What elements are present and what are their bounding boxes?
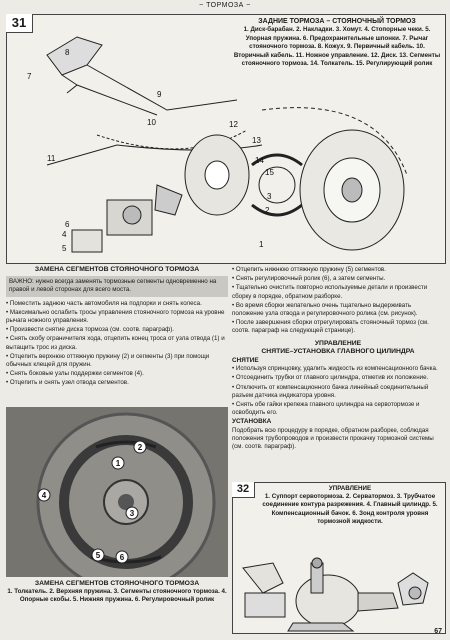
left-item-7: • Отцепить и снять узел отвода сегментов. [6, 379, 129, 387]
parking-brake-photo [6, 407, 228, 577]
callout-10: 10 [147, 118, 156, 127]
photo-caption: 1. Толкатель. 2. Верхняя пружина. 3. Сегменты стояночного тормоза. 4. Опорные скобы. 5. Нижняя пружина. 6. Регулировочный ролик [7, 588, 227, 604]
figure-31-caption: 1. Диск-барабан. 2. Накладки. 3. Хомут. 4. Стопорные чеки. 5. Упорная пружина. 6. Предохранительные шпонки. 7. Рычаг стояночного тормоза. 8. Кожух. 9. Первичный кабель. 10. Вторичный кабель. 11. Ножное управление. 12. Диск. 13. Сегменты стояночного тормоза. 14. Толкатель. 15. Регулирующий ролик [233, 26, 441, 68]
removal-label: СНЯТИЕ [232, 357, 259, 365]
callout-4: 4 [62, 230, 67, 239]
photo-label-5: 5 [95, 551, 101, 560]
page-header: ~ ТОРМОЗА ~ [199, 2, 251, 9]
photo-label-2: 2 [137, 443, 143, 452]
right-item-1: • Отцепить нижнюю оттяжную пружину (5) сегментов. [232, 266, 386, 273]
callout-2: 2 [265, 206, 270, 215]
figure-31-caption-block [232, 18, 442, 68]
parking-brake-photo-drawing [6, 407, 228, 577]
left-item-1: • Поместить заднюю часть автомобиля на подпорки и снять колеса. [6, 299, 202, 307]
install-text: Подобрать всю процедуру в порядке, обратном разборке, соблюдая положения трубопроводов и произвести прокачку тормозной системы (см. соотв. параграф). [232, 426, 434, 451]
right-item-4: • Во время сборки желательно очень тщательно выдерживать положение узла отвода и регулировочного ролика (см. рисунок). [232, 301, 418, 318]
callout-13: 13 [252, 136, 261, 145]
callout-14: 14 [255, 156, 264, 165]
photo-title: ЗАМЕНА СЕГМЕНТОВ СТОЯНОЧНОГО ТОРМОЗА [34, 580, 200, 587]
left-item-3: • Произвести снятие диска тормоза (см. соотв. параграф). [6, 326, 175, 334]
photo-label-3: 3 [129, 509, 135, 518]
figure-32-number: 32 [232, 482, 255, 498]
photo-caption-block [6, 580, 228, 605]
right-item-2: • Снять регулировочный ролик (6), а затем сегменты. [232, 275, 386, 283]
left-item-4: • Снять скобу ограничителя хода, отцепить конец троса от узла отвода (1) и вытащить трос из диска. [6, 335, 225, 351]
removal-item-1: • Используя спринцовку, удалить жидкость из компенсационного бачка. [232, 365, 438, 373]
photo-label-4: 4 [41, 491, 47, 500]
callout-12: 12 [229, 120, 238, 129]
page-number: 67 [434, 628, 442, 635]
left-item-5: • Отцепить верхнюю оттяжную пружину (2) и сегменты (3) при помощи обычных клещей для пружин. [6, 352, 210, 369]
callout-7: 7 [27, 72, 32, 81]
callout-1: 1 [259, 240, 264, 249]
callout-8: 8 [65, 48, 70, 57]
figure-32-caption: 1. Суппорт сервотормоза. 2. Серватормоз. 3. Трубчатое соединение контура разрежения. 4. Главный цилиндр. 5. Компенсационный бачок. 6. Зонд контроля уровня тормозной жидкости. [262, 493, 438, 525]
figure-31-title: ЗАДНИЕ ТОРМОЗА – СТОЯНОЧНЫЙ ТОРМОЗ [258, 18, 416, 25]
left-column [6, 266, 228, 389]
figure-32-caption-block [257, 485, 443, 526]
callout-9: 9 [157, 90, 162, 99]
figure-31-number: 31 [6, 14, 33, 33]
install-label: УСТАНОВКА [232, 418, 272, 426]
left-item-6: • Снять боковые узлы поддержки сегментов (4). [6, 370, 144, 378]
callout-5: 5 [62, 244, 67, 253]
right-item-3: • Тщательно очистить повторно используемые детали и произвести сборку в порядке, обратном разборке. [232, 284, 428, 300]
removal-item-2: • Отсоединить трубки от главного цилиндра, отметив их положение. [232, 374, 429, 382]
removal-item-4: • Снять обе гайки крепежа главного цилиндра на сервотормозе и освободить его. [232, 401, 420, 417]
right-column [232, 266, 444, 452]
callout-15: 15 [265, 168, 274, 177]
important-note: ВАЖНО: нужно всегда заменять тормозные сегменты одновременно на правой и левой сторонах для всего моста. [6, 276, 228, 296]
removal-item-3: • Отключить от компенсационного бачка линейный соединительный разъем датчика индикатора уровня. [232, 383, 429, 399]
photo-label-6: 6 [119, 553, 125, 562]
control-section-title: УПРАВЛЕНИЕ [314, 339, 362, 347]
figure-32-frame [232, 482, 446, 634]
figure-32-title: УПРАВЛЕНИЕ [328, 485, 372, 492]
right-item-5: • После завершения сборки отрегулировать стояночный тормоз (см. соотв. параграф на следующей странице). [232, 319, 429, 335]
left-item-2: • Максимально ослабить тросы управления стояночного тормоза на уровне рычага ножного управления. [6, 308, 225, 325]
callout-6: 6 [65, 220, 70, 229]
left-section-title: ЗАМЕНА СЕГМЕНТОВ СТОЯНОЧНОГО ТОРМОЗА [34, 266, 200, 273]
callout-3: 3 [267, 192, 272, 201]
master-cylinder-subtitle: СНЯТИЕ–УСТАНОВКА ГЛАВНОГО ЦИЛИНДРА [261, 347, 415, 355]
photo-label-1: 1 [115, 459, 121, 468]
callout-11: 11 [47, 154, 56, 163]
